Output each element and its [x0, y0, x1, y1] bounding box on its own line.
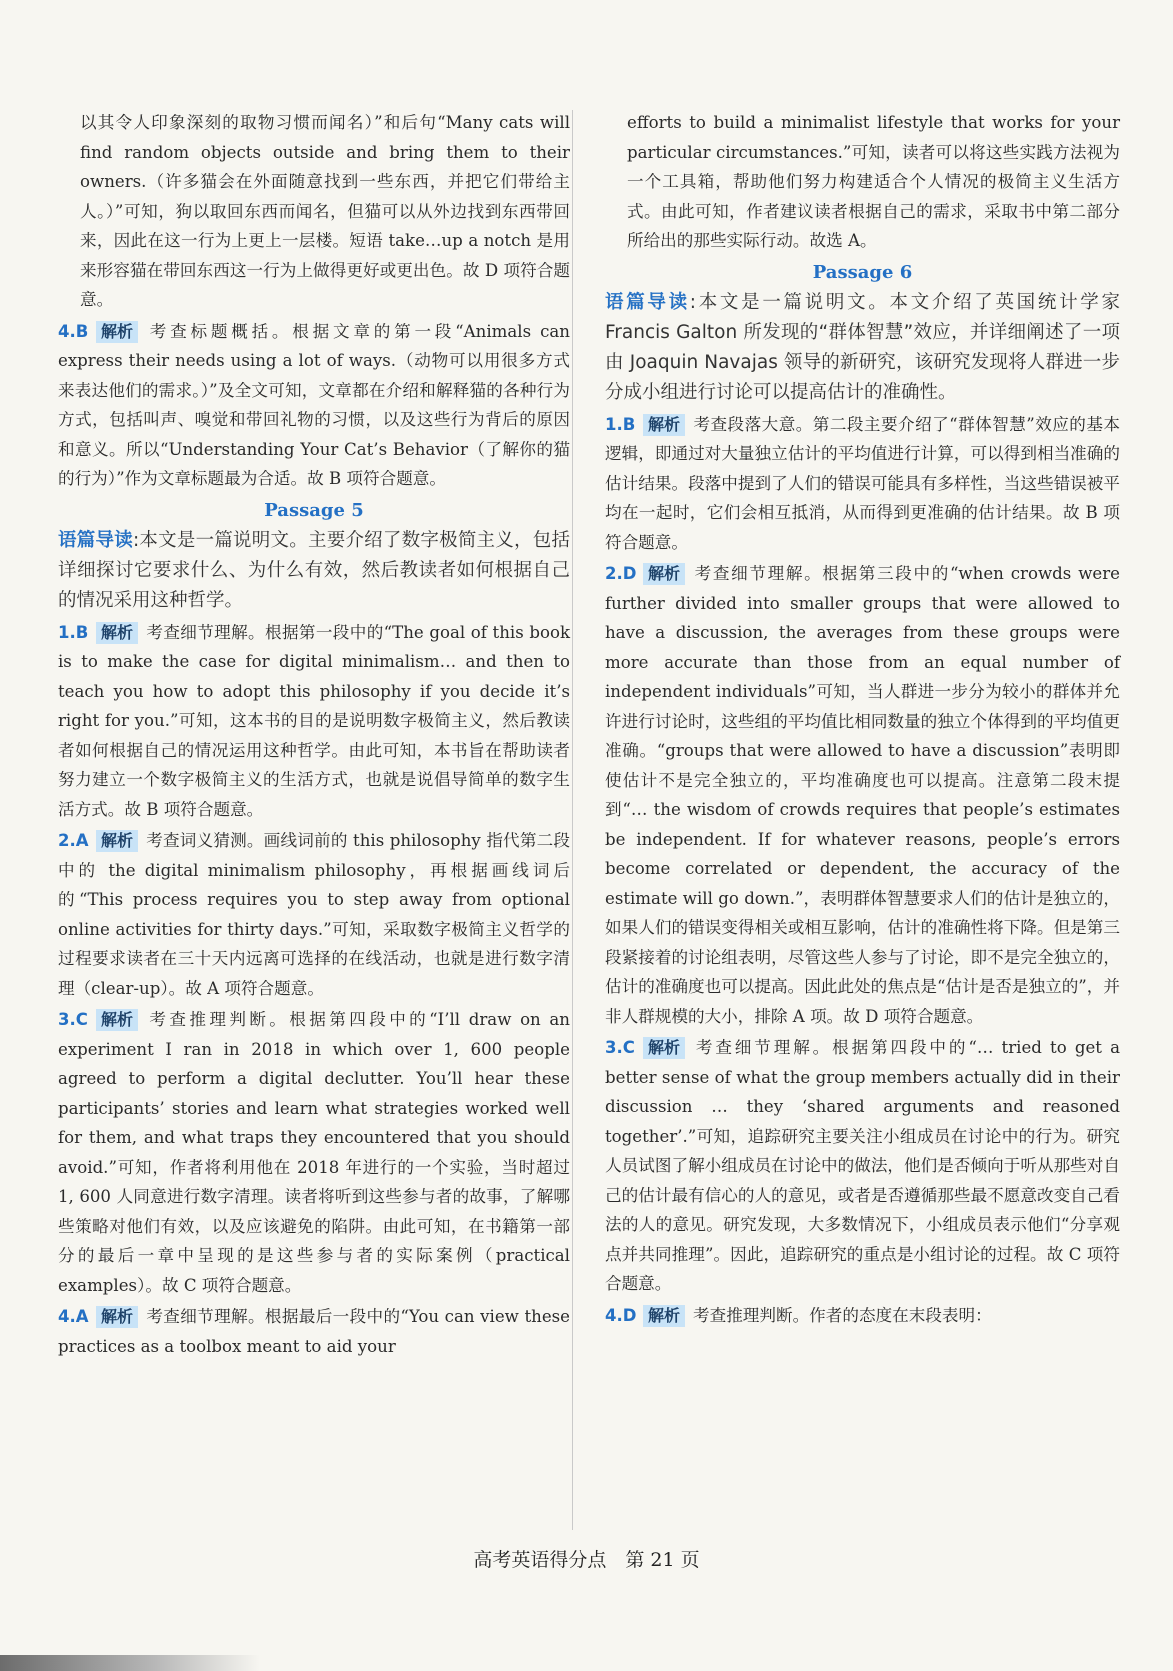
- analysis-tag: 解析: [96, 622, 138, 644]
- question-number: 1.B: [58, 622, 89, 642]
- column-divider: [572, 110, 573, 1530]
- analysis-tag: 解析: [643, 1037, 685, 1059]
- question-number: 4.B: [58, 321, 89, 341]
- answer-page: [58, 108, 1120, 1528]
- guide-label: 语篇导读: [58, 529, 133, 551]
- answer-item: [605, 1301, 1120, 1331]
- analysis-tag: 解析: [96, 321, 138, 343]
- question-number: 4.A: [58, 1307, 89, 1326]
- answer-item: [605, 559, 1120, 1031]
- passage-title: Passage 6: [812, 261, 913, 283]
- continuation-text: 以其令人印象深刻的取物习惯而闻名）”和后句“Many cats will find random objects outside and bring them to their owners.（许多猫会在外面随意找到一些东西，并把它们带给主人。）”可知，狗以取回东西而闻名，但猫可以从外边找到东西带回来，因此在这一行为上更上一层楼。短语 take…up a notch 是用来形容猫在带回东西这一行为上做得更好或更出色。故 D 项符合题意。: [80, 113, 570, 309]
- analysis-tag: 解析: [643, 563, 685, 585]
- analysis-tag: 解析: [96, 830, 138, 852]
- question-number: 2.D: [605, 564, 637, 583]
- continuation-text: efforts to build a minimalist lifestyle that works for your particular circumstances.”可知，读者可以将这些实践方法视为一个工具箱，帮助他们努力构建适合个人情况的极简主义生活方式。由此可知，作者建议读者根据自己的需求，采取书中第二部分所给出的那些实际行动。故选 A。: [627, 113, 1120, 250]
- analysis-text: 考查词义猜测。画线词前的 this philosophy 指代第二段中的 the digital minimalism philosophy，再根据画线词后的“This process requires you to step away from optional online activities for thirty days.”可知，采取数字极简主义哲学的过程要求读者在三十天内远离可选择的在线活动，也就是进行数字清理（clear-up）。故 A 项符合题意。: [58, 831, 570, 998]
- analysis-text: 考查细节理解。根据第一段中的“The goal of this book is to make the case for digital minimalism… and then to teach you how to adopt this philosophy if you decide it’s right for you.”可知，这本书的目的是说明数字极简主义，然后教读者如何根据自己的情况运用这种哲学。由此可知，本书旨在帮助读者努力建立一个数字极简主义的生活方式，也就是说倡导简单的数字生活方式。故 B 项符合题意。: [58, 622, 570, 819]
- answer-item: [605, 410, 1120, 558]
- analysis-tag: 解析: [643, 414, 685, 436]
- guide-text: :本文是一篇说明文。本文介绍了英国统计学家 Francis Galton 所发现的“群体智慧”效应，并详细阐述了一项由 Joaquin Navajas 领导的新研究，该研究发现将人群进一步分成小组进行讨论可以提高估计的准确性。: [605, 291, 1120, 403]
- analysis-tag: 解析: [96, 1009, 138, 1031]
- passage-guide: [58, 526, 570, 616]
- right-column: [605, 108, 1120, 1528]
- answer-item: [58, 317, 570, 494]
- answer-item: [605, 1033, 1120, 1299]
- scan-edge-shadow: [0, 1655, 260, 1671]
- answer-item: [58, 618, 570, 825]
- analysis-text: 考查细节理解。根据第三段中的“when crowds were further divided into smaller groups that were allowed to have a discussion, the averages from these groups were more accurate than those from an equal number of independent individuals”可知，当人群进一步分为较小的群体并允许进行讨论时，这些组的平均值比相同数量的独立个体得到的平均值更准确。“groups that were allowed to have a discussion”表明即使估计不是完全独立的，平均准确度也可以提高。注意第二段末提到“… the wisdom of crowds requires that people’s estimates be independent. If for whatever reasons, people’s errors become correlated or dependent, the accuracy of the estimate will go down.”，表明群体智慧要求人们的估计是独立的，如果人们的错误变得相关或相互影响，估计的准确性将下降。但是第三段紧接着的讨论组表明，尽管这些人参与了讨论，即不是完全独立的，估计的准确度也可以提高。因此此处的焦点是“估计是否是独立的”，并非人群规模的大小，排除 A 项。故 D 项符合题意。: [605, 564, 1120, 1026]
- answer-item: [58, 826, 570, 1003]
- analysis-text: 考查推理判断。根据第四段中的“I’ll draw on an experiment I ran in 2018 in which over 1, 600 people agreed to perform a digital declutter. You’ll hear these participants’ stories and learn what strategies worked well for them, and what traps they encountered that you should avoid.”可知，作者将利用他在 2018 年进行的一个实验，当时超过 1, 600 人同意进行数字清理。读者将听到这些参与者的故事，了解哪些策略对他们有效，以及应该避免的陷阱。由此可知，在书籍第一部分的最后一章中呈现的是这些参与者的实际案例（practical examples）。故 C 项符合题意。: [58, 1010, 570, 1295]
- analysis-tag: 解析: [96, 1306, 138, 1328]
- question-number: 3.C: [58, 1010, 88, 1029]
- analysis-text: 考查标题概括。根据文章的第一段“Animals can express their needs using a lot of ways.（动物可以用很多方式来表达他们的需求。）”及全文可知，文章都在介绍和解释猫的各种行为方式，包括叫声、嗅觉和带回礼物的习惯，以及这些行为背后的原因和意义。所以“Understanding Your Cat’s Behavior（了解你的猫的行为）”作为文章标题最为合适。故 B 项符合题意。: [58, 321, 570, 488]
- left-column: [58, 108, 570, 1528]
- question-number: 4.D: [605, 1305, 637, 1325]
- analysis-text: 考查推理判断。作者的态度在末段表明：: [693, 1305, 992, 1325]
- analysis-tag: 解析: [643, 1305, 685, 1327]
- passage-guide: [605, 288, 1120, 408]
- page-footer: 高考英语得分点 第 21 页: [473, 1549, 700, 1571]
- question-number: 1.B: [605, 414, 636, 434]
- guide-label: 语篇导读: [605, 291, 690, 313]
- question-number: 2.A: [58, 831, 89, 850]
- answer-item: [58, 1005, 570, 1300]
- analysis-text: 考查细节理解。根据最后一段中的“You can view these practices as a toolbox meant to aid your: [58, 1307, 570, 1356]
- answer-item: [58, 1302, 570, 1361]
- question-number: 3.C: [605, 1038, 635, 1057]
- guide-text: :本文是一篇说明文。主要介绍了数字极简主义，包括详细探讨它要求什么、为什么有效，然后教读者如何根据自己的情况采用这种哲学。: [58, 529, 570, 611]
- analysis-text: 考查段落大意。第二段主要介绍了“群体智慧”效应的基本逻辑，即通过对大量独立估计的平均值进行计算，可以得到相当准确的估计结果。段落中提到了人们的错误可能具有多样性，当这些错误被平均在一起时，它们会相互抵消，从而得到更准确的估计结果。故 B 项符合题意。: [605, 414, 1120, 552]
- passage-title: Passage 5: [264, 499, 364, 521]
- analysis-text: 考查细节理解。根据第四段中的“… tried to get a better sense of what the group members actually did in their discussion … they ‘shared arguments and reasoned together’.”可知，追踪研究主要关注小组成员在讨论中的行为。研究人员试图了解小组成员在讨论中的做法，他们是否倾向于听从那些对自己的估计最有信心的人的意见，或者是否遵循那些最不愿意改变自己看法的人的意见。研究发现，大多数情况下，小组成员表示他们“分享观点并共同推理”。因此，追踪研究的重点是小组讨论的过程。故 C 项符合题意。: [605, 1038, 1120, 1293]
